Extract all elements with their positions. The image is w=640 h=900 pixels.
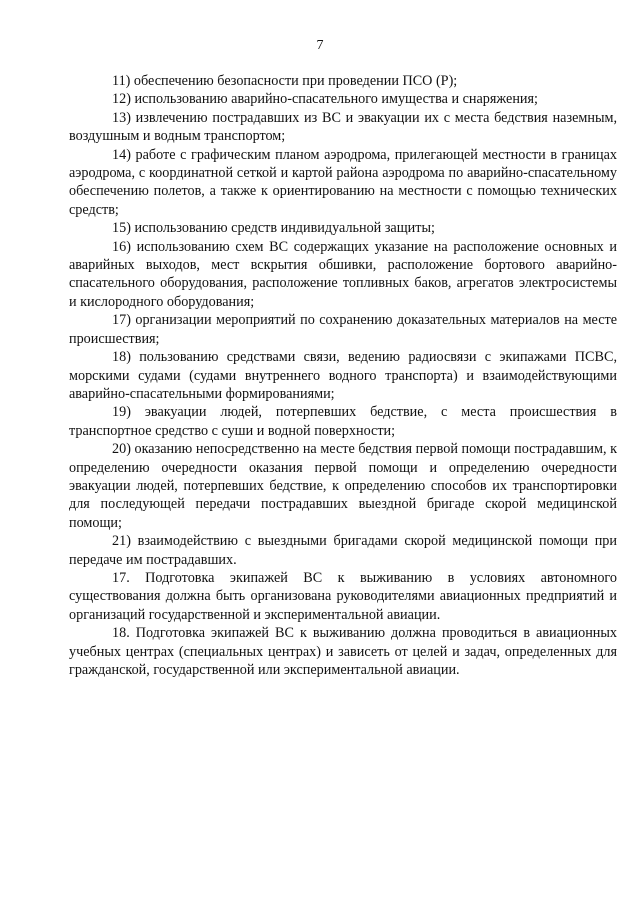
list-item-21: 21) взаимодействию с выездными бригадами скорой медицинской помощи при передаче им пострадавших. xyxy=(69,533,617,568)
list-item-13: 13) извлечению пострадавших из ВС и эвакуации их с места бедствия наземным, воздушным и водным транспортом; xyxy=(69,109,617,145)
section-18-paragraph: 18. Подготовка экипажей ВС к выживанию должна проводиться в авиационных учебных центрах (специальных центрах) и зависеть от целей и задач, определенных для гражданской, государственной или экспериментальной авиации. xyxy=(69,625,617,678)
body-text xyxy=(69,72,617,679)
list-item-19: 19) эвакуации людей, потерпевших бедствие, с места происшествия в транспортное средство с суши и водной поверхности; xyxy=(69,404,617,439)
list-item-14: 14) работе с графическим планом аэродрома, прилегающей местности в границах аэродрома, с координатной сеткой и картой района аэродрома по аварийно-спасательному обеспечению полетов, а также к ориентированию на местности с помощью технических средств; xyxy=(69,146,617,218)
list-item-11: 11) обеспечению безопасности при проведении ПСО (Р); xyxy=(112,73,458,89)
list-item-15: 15) использованию средств индивидуальной защиты; xyxy=(112,220,435,237)
list-item-18: 18) пользованию средствами связи, ведению радиосвязи с экипажами ПСВС, морскими судами (судами внутреннего водного транспорта) и взаимодействующими аварийно-спасательными формированиями; xyxy=(69,349,617,402)
list-item-20: 20) оказанию непосредственно на месте бедствия первой помощи пострадавшим, к определению очередности оказания первой помощи и определению очередности эвакуации людей, потерпевших бедствие, к определению способов их транспортировки для последующей передачи пострадавших выездной бригаде скорой медицинской помощи; xyxy=(69,441,617,531)
list-item-12: 12) использованию аварийно-спасательного имущества и снаряжения; xyxy=(112,91,538,108)
list-item-17: 17) организации мероприятий по сохранению доказательных материалов на месте происшествия; xyxy=(69,312,617,347)
section-17-paragraph: 17. Подготовка экипажей ВС к выживанию в условиях автономного существования должна быть организована руководителями авиационных предприятий и организаций государственной и экспериментальной авиации. xyxy=(69,569,617,623)
list-item-16: 16) использованию схем ВС содержащих указание на расположение основных и аварийных выходов, мест вскрытия обшивки, расположение бортового аварийно-спасательного оборудования, расположение топливных баков, агрегатов электросистемы и кислородного оборудования; xyxy=(69,238,617,310)
page-number: 7 xyxy=(316,38,324,53)
